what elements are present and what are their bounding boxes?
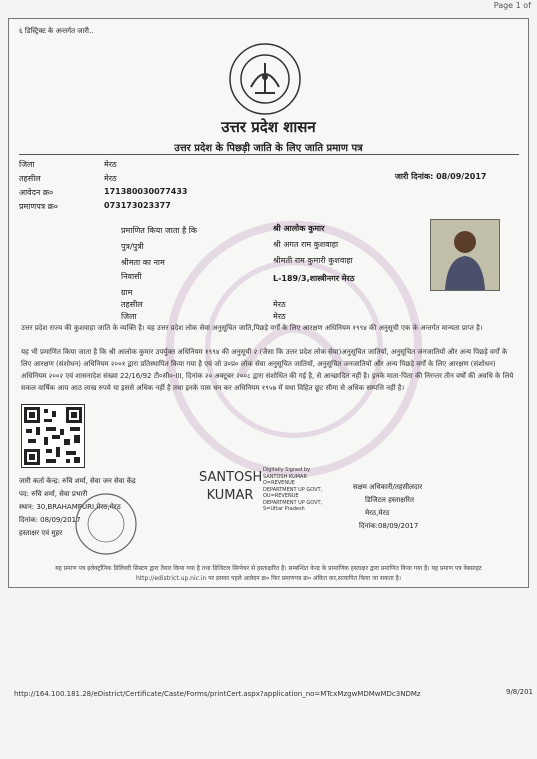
detail-label-tehsil: तहसील [121, 300, 143, 309]
issuer-date: दिनांक: 08/09/2017 [19, 516, 81, 524]
digsig-line-4: OU=REVENUE [263, 493, 299, 499]
browser-print-date: 9/8/201 [506, 688, 533, 696]
authority-place: मेरठ,मेरठ [365, 509, 390, 517]
field-label-certificate-no: प्रमाणपत्र क्र० [19, 202, 58, 211]
field-label-application-no: आवेदन क्र० [19, 188, 54, 197]
detail-label-district: जिला [121, 312, 137, 321]
authority-digital: डिजिटल हस्ताक्षरित [365, 496, 414, 504]
header-note: ६ डिस्ट्रिक्ट के अन्तर्गत जारी.. [19, 27, 94, 35]
issuer-stamp-icon [71, 489, 141, 559]
field-value-district: मेरठ [104, 160, 117, 169]
authority-date: दिनांक:08/09/2017 [359, 522, 419, 530]
divider [19, 154, 519, 155]
footer-line-2: http://edistrict.up.nic.in पर इसका पहले आवेदन क्र० फिर प्रमाणपत्र क्र० अंकित कर,सत्यापित किया जा सकता है। [135, 575, 402, 582]
paragraph-certification: यह भी प्रमाणित किया जाता है कि श्री आलोक कुमार उपर्युक्त अधिनियम १९९४ की अनुसूची २ (जैसा कि उत्तर प्रदेश लोक सेवा)अनुसूचित जातियों, अनुसूचित जनजातियों और अन्य पिछड़े वर्गों के लिए आरक्षण (संशोधन) अधिनियम २००१ द्वारा प्रतिस्थापित किया गया है एवं जो उ०प्र० लोक सेवा अनुसूचित जातियों, अनुसूचित जनजातियों और अन्य पिछड़े वर्गों के लिए आरक्षण (संशोधन) अधिनियम २००२ एवं शासनादेश संख्या 22/16/92 टी०सी०-III, दिनांक २० अक्टूबर २००८ द्वारा संशोधित की गई है, से आच्छादित नहीं है। इनके माता-पिता की निरन्तर तीन वर्षों की अवधि के लिये सकल वार्षिक आय आठ लाख रुपये या इससे अधिक नहीं है तथा इनके पास धन कर अधिनियम १९५७ में यथा विहित छूट सीमा से अधिक सम्पत्ति नहीं है। [21, 348, 514, 392]
detail-label-village: ग्राम [121, 288, 133, 297]
signer-name-line1: SANTOSH [199, 470, 263, 485]
field-value-application-no: 171380030077433 [104, 187, 188, 196]
field-label-district: जिला [19, 160, 35, 169]
page-number: Page 1 of [493, 1, 531, 10]
detail-value-father: श्री अगत राम कुशवाहा [273, 240, 339, 249]
issue-date: जारी दिनांक: 08/09/2017 [395, 172, 487, 181]
digsig-line-1: SANTOSH KUMAR [263, 473, 307, 480]
signer-name-line2: KUMAR [206, 488, 254, 503]
issuer-place: स्थान: 30,BRAHAMPURI,मेरठ,मेरठ [19, 503, 121, 511]
field-label-tehsil: तहसील [19, 174, 41, 183]
up-emblem-icon [227, 41, 303, 117]
detail-label-mother: श्रीमता का नाम [121, 258, 165, 267]
digsig-line-2: O=REVENUE [263, 480, 295, 486]
digsig-line-3: DEPARTMENT UP GOVT, [263, 486, 323, 493]
certificate-subtitle: उत्तर प्रदेश के पिछड़ी जाति के लिए जाति प्रमाण पत्र [174, 143, 363, 154]
digsig-line-0: Digitally Signed by [263, 467, 311, 473]
detail-value-address: L-189/3,शास्त्रीनगर मेरठ [273, 274, 355, 283]
detail-label-resident: निवासी [121, 272, 142, 281]
detail-value-district: मेरठ [273, 312, 286, 321]
footer-line-1: यह प्रमाण पत्र इलेक्ट्रॉनिक डिलिवरी सिस्टम द्वारा तैयार किया गया है तथा डिजिटल सिग्नेचर से हस्ताक्षरित है। सम्बन्धित केन्द्र के प्रामाणिक हस्ताक्षर द्वारा प्रमाणित किया गया है। यह प्रमाण पत्र वेबसाइट [55, 565, 482, 572]
issuer-centre: जारी कर्ता केन्द्र: रुचि शर्मा, सेवा जन सेवा केंद्र [19, 477, 136, 485]
field-value-tehsil: मेरठ [104, 174, 117, 183]
qr-code [21, 404, 85, 468]
certificate-title: उत्तर प्रदेश शासन [221, 118, 316, 136]
detail-value-tehsil: मेरठ [273, 300, 286, 309]
issuer-signature-label: हस्ताक्षर एवं मुहर [19, 529, 63, 537]
detail-value-mother: श्रीमती राम कुमारी कुशवाहा [273, 256, 353, 265]
detail-label-certify: प्रमाणित किया जाता है कि [121, 226, 198, 235]
digsig-line-5: DEPARTMENT UP GOVT, [263, 499, 323, 506]
detail-label-son-of: पुत्र/पुत्री [121, 242, 144, 251]
applicant-photo [430, 219, 500, 291]
detail-value-name: श्री आलोक कुमार [273, 224, 325, 233]
paragraph-caste: उत्तर प्रदेश राज्य की कुशवाहा जाति के व्यक्ति है। यह उत्तर प्रदेश लोक सेवा अनुसूचित जाति,पिछड़े वर्गों के लिए आरक्षण अधिनियम १९९४ की अनुसूची एक के अन्तर्गत मान्यता प्राप्त है। [21, 324, 483, 332]
certificate [8, 18, 529, 588]
issuer-post: पद: रुचि शर्मा, सेवा प्रभारी [19, 490, 88, 498]
browser-url: http://164.100.181.28/eDistrict/Certificate/Caste/Forms/printCert.aspx?application_no=MTcxMzgwMDMwMDc3NDMz [14, 690, 421, 698]
digsig-line-6: S=Uttar Pradesh [263, 506, 305, 512]
authority-block [353, 481, 422, 533]
authority-title: सक्षम अधिकारी/तहसीलदार [353, 483, 423, 491]
field-value-certificate-no: 073173023377 [104, 201, 171, 210]
